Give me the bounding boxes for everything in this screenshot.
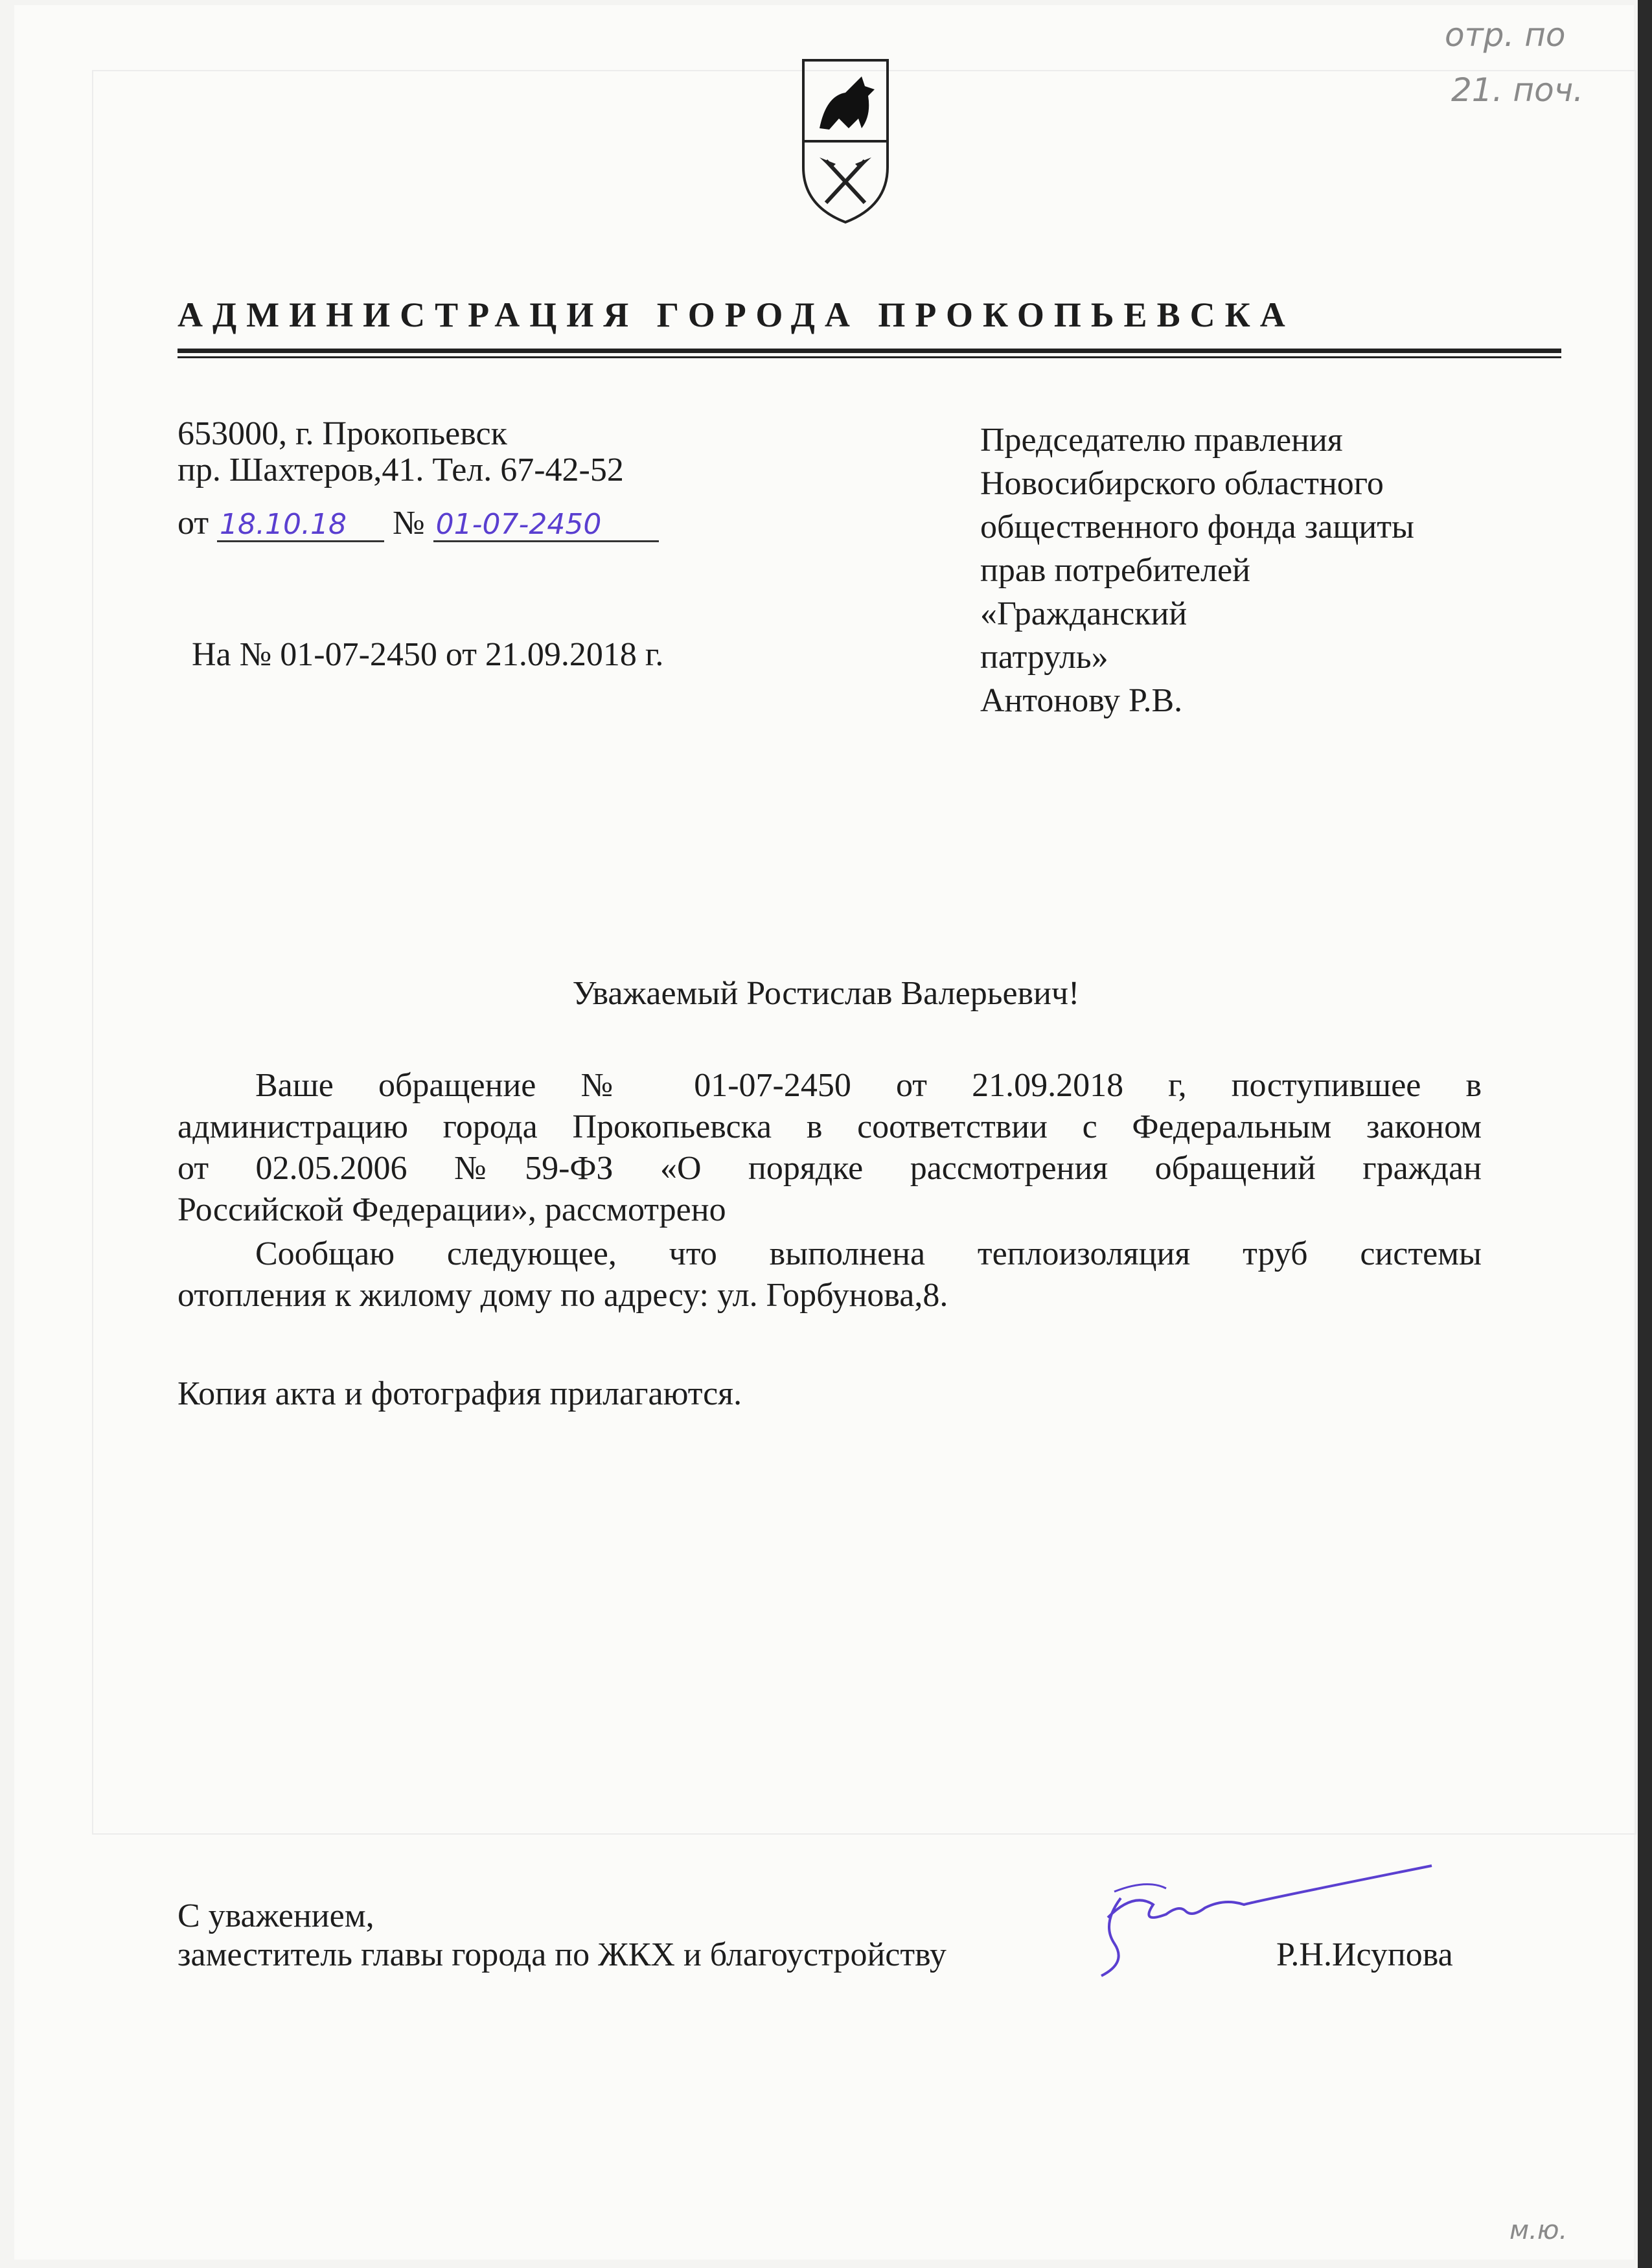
organization-title: АДМИНИСТРАЦИЯ ГОРОДА ПРОКОПЬЕВСКА xyxy=(178,295,1295,334)
header-divider xyxy=(178,349,1561,353)
coat-of-arms-icon xyxy=(800,57,891,225)
date-prefix: от xyxy=(178,505,209,542)
signatory-position: заместитель главы города по ЖКХ и благоустройству xyxy=(178,1936,946,1973)
body-line: Сообщаю следующее, что выполнена теплоизоляция труб системы xyxy=(255,1235,1482,1272)
body-line: Ваше обращение № 01-07-2450 от 21.09.2018 г, поступившее в xyxy=(255,1067,1482,1104)
pencil-note: отр. по xyxy=(1445,16,1566,54)
recipient-line: прав потребителей xyxy=(980,552,1250,589)
pencil-note-bottom: м.ю. xyxy=(1509,2216,1568,2245)
pencil-note: 21. поч. xyxy=(1451,71,1584,109)
recipient-block xyxy=(980,418,1414,722)
date-field xyxy=(217,507,384,542)
recipient-line: общественного фонда защиты xyxy=(980,509,1414,545)
sender-address-line1: 653000, г. Прокопьевск xyxy=(178,415,507,452)
closing: С уважением, xyxy=(178,1897,374,1934)
scan-edge xyxy=(1638,0,1652,2268)
handwritten-date: 18.10.18 xyxy=(220,508,347,541)
body-line: Российской Федерации», рассмотрено xyxy=(178,1191,726,1228)
number-field xyxy=(433,507,659,542)
recipient-line: Председателю правления xyxy=(980,422,1343,459)
signatory-name: Р.Н.Исупова xyxy=(1276,1936,1453,1973)
body-line: администрацию города Прокопьевска в соответствии с Федеральным законом xyxy=(178,1108,1482,1145)
greeting: Уважаемый Ростислав Валерьевич! xyxy=(572,975,1080,1012)
signature-image xyxy=(1075,1853,1438,1982)
handwritten-number: 01-07-2450 xyxy=(435,508,602,541)
reference-number: На № 01-07-2450 от 21.09.2018 г. xyxy=(192,636,664,673)
attachment-note: Копия акта и фотография прилагаются. xyxy=(178,1375,742,1412)
number-prefix: № xyxy=(393,505,425,542)
recipient-line: патруль» xyxy=(980,639,1108,676)
recipient-line: Новосибирского областного xyxy=(980,465,1384,502)
recipient-line: Антонову Р.В. xyxy=(980,682,1183,719)
sender-address-line2: пр. Шахтеров,41. Тел. 67-42-52 xyxy=(178,452,624,488)
recipient-line: «Гражданский xyxy=(980,595,1187,632)
header-divider-thin xyxy=(178,356,1561,358)
body-line: от 02.05.2006 №59-ФЗ «О порядке рассмотрения обращений граждан xyxy=(178,1150,1482,1187)
body-line: отопления к жилому дому по адресу: ул. Горбунова,8. xyxy=(178,1277,948,1314)
outgoing-date-number xyxy=(178,507,659,542)
